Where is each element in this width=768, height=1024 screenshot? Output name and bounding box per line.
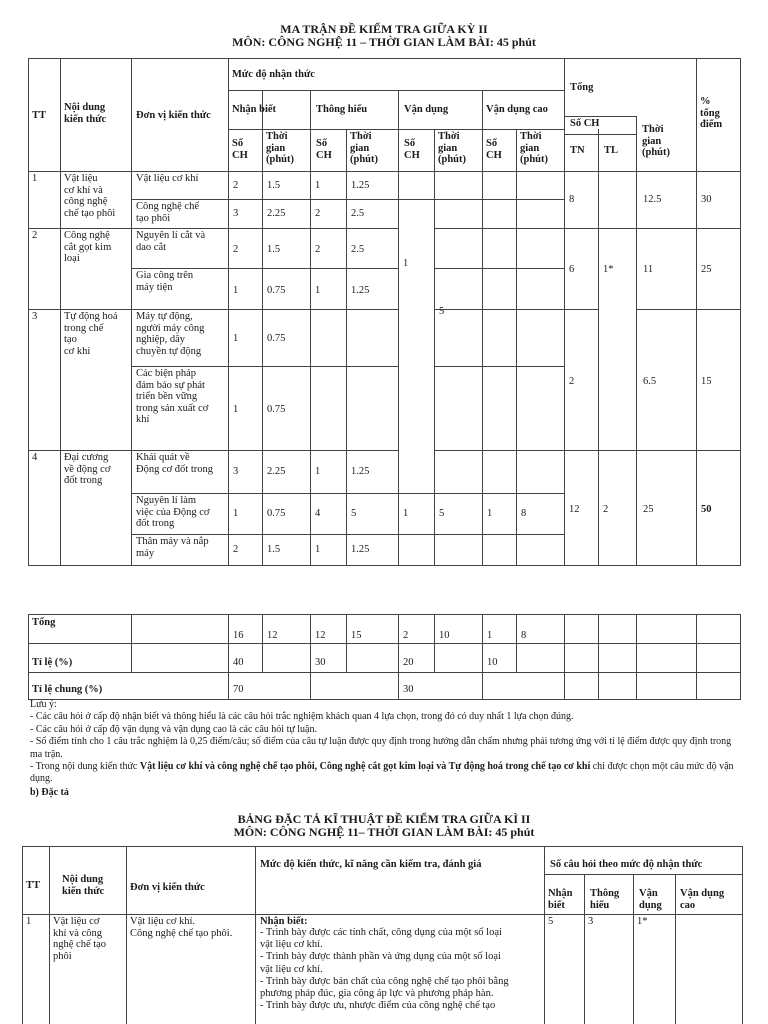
h-noidung: Nội dung kiến thức [64, 102, 107, 125]
row2-tl: 1* [603, 264, 614, 275]
row3b-nbt: 0.75 [267, 404, 286, 415]
row2a-nbt: 1.5 [267, 244, 281, 255]
row2a-tht: 2.5 [351, 244, 365, 255]
row4a-nb: 3 [233, 466, 239, 477]
row2-vd: 1 [403, 258, 409, 269]
h-thoigian: Thời gian (phút) [438, 131, 467, 165]
row2b-tht: 1.25 [351, 285, 370, 296]
note-3: - Số điểm tính cho 1 câu trắc nghiệm là 0,25 điểm/câu; số điểm của câu tự luận được quy định trong hướng dẫn chấm nhưng phải tương ứng với tỉ lệ điểm được quy định trong ma trận. [30, 736, 732, 760]
h-tl: TL [604, 145, 619, 156]
row3-tt: 3 [32, 311, 38, 322]
summary-tong-tht: 15 [351, 630, 362, 641]
h-soch: Số CH [404, 138, 420, 161]
row3-noidung: Tự động hoá trong chế tạo cơ khí [64, 311, 118, 357]
h-soch: Số CH [316, 138, 332, 161]
row3-vdt: 5 [439, 306, 445, 317]
row4a-tht: 1.25 [351, 466, 370, 477]
note-1: - Các câu hỏi ở cấp độ nhận biết và thông hiểu là các câu hỏi trắc nghiệm khách quan 4 lựa chọn, trong đó có duy nhất 1 lựa chọn đúng. [30, 711, 574, 723]
spec-row1-tt: 1 [26, 916, 32, 927]
row4b-tht: 5 [351, 508, 357, 519]
row3a-donvi: Máy tự động, người máy công nghiệp, dây chuyền tự động [136, 311, 205, 357]
h-thoigian: Thời gian (phút) [266, 131, 295, 165]
spec-row1-nb: 5 [548, 916, 554, 927]
row1a-th: 1 [315, 180, 321, 191]
summary-tile-vdc: 10 [487, 657, 498, 668]
spec-h-th: Thông hiểu [590, 888, 620, 911]
spec-h-nb: Nhận biết [548, 888, 573, 911]
h-thoigian: Thời gian (phút) [520, 131, 549, 165]
summary-tong-label: Tổng [32, 617, 56, 628]
row3b-nb: 1 [233, 404, 239, 415]
row4b-nbt: 0.75 [267, 508, 286, 519]
notes [30, 699, 745, 799]
h-tong: Tổng [570, 82, 594, 93]
note-4-bold: Vật liệu cơ khí và công nghệ chế tạo phôi, Công nghệ cắt gọt kim loại và Tự động hoá trong chế tạo cơ khí [139, 761, 591, 773]
spec-row1-vd: 1* [637, 916, 648, 927]
row3a-nb: 1 [233, 333, 239, 344]
row4-pct: 50 [701, 504, 712, 515]
spec-row1-noidung: Vật liệu cơ khí và công nghệ chế tạo phôi [53, 916, 107, 962]
row3-pct: 15 [701, 376, 712, 387]
h-tong-soch: Số CH [570, 118, 600, 129]
row4-tn: 12 [569, 504, 580, 515]
row2-tt: 2 [32, 230, 38, 241]
row2a-th: 2 [315, 244, 321, 255]
summary-tile-vd: 20 [403, 657, 414, 668]
note-4 [30, 761, 745, 786]
notes-heading: Lưu ý: [30, 699, 57, 710]
row1b-tht: 2.5 [351, 208, 365, 219]
summary-tile-nb: 40 [233, 657, 244, 668]
row4c-tht: 1.25 [351, 544, 370, 555]
summary-tong-vdt: 10 [439, 630, 450, 641]
summary-tlc-label: Tỉ lệ chung (%) [32, 684, 103, 695]
row4b-vdc: 1 [487, 508, 493, 519]
row1b-nb: 3 [233, 208, 239, 219]
summary-tong-nb: 16 [233, 630, 244, 641]
section-b-heading: b) Đặc tả [30, 786, 69, 798]
row4-tg: 25 [643, 504, 654, 515]
row4c-nb: 2 [233, 544, 239, 555]
row2b-nb: 1 [233, 285, 239, 296]
row1-pct: 30 [701, 194, 712, 205]
row4-tt: 4 [32, 452, 38, 463]
matrix-title: MA TRẬN ĐỀ KIỂM TRA GIỮA KỲ II [280, 22, 488, 36]
row1a-tht: 1.25 [351, 180, 370, 191]
spec-h-noidung: Nội dung kiến thức [62, 874, 105, 897]
row1-tg: 12.5 [643, 194, 662, 205]
h-tn: TN [570, 145, 585, 156]
spec-h-mucdo: Mức độ kiến thức, kĩ năng cần kiểm tra, đánh giá [260, 859, 482, 870]
note-4-end: chỉ được chọn một câu mức độ vận dụng. [30, 761, 734, 785]
h-soch: Số CH [232, 138, 248, 161]
note-2: - Các câu hỏi ở cấp độ vận dụng và vận dụng cao là các câu hỏi tự luận. [30, 723, 317, 735]
row4a-donvi: Khái quát về Động cơ đốt trong [136, 452, 214, 475]
spec-row1-th: 3 [588, 916, 594, 927]
summary-table [28, 614, 741, 700]
summary-tile-label: Tỉ lệ (%) [32, 657, 73, 668]
row4b-donvi: Nguyên lí làm việc của Động cơ đốt trong [136, 495, 210, 529]
spec-row1-nb-heading: Nhận biết: [260, 916, 308, 927]
row4c-donvi: Thân máy và nắp máy [136, 536, 209, 559]
h-pct: % tổng điểm [700, 96, 723, 130]
row4-tl: 2 [603, 504, 609, 515]
h-tong-thoigian: Thời gian (phút) [642, 124, 671, 158]
spec-row1-nb-text: - Trình bày được các tính chất, công dụng của một số loại vật liệu cơ khí. - Trình bày được thành phần và ứng dụng của một số loại vật liệu cơ khí. - Trình bày được bản chất của công nghệ chế tạo phôi bằng phương pháp đúc, gia công áp lực và phương pháp hàn. - Trình bày được ưu, nhược điểm của công nghệ chế tạo [260, 927, 509, 1012]
spec-h-socau: Số câu hỏi theo mức độ nhận thức [550, 859, 703, 870]
h-soch: Số CH [486, 138, 502, 161]
summary-tlc-1: 70 [233, 684, 244, 695]
spec-subtitle: MÔN: CÔNG NGHỆ 11– THỜI GIAN LÀM BÀI: 45 phút [233, 825, 535, 839]
row1b-th: 2 [315, 208, 321, 219]
spec-table [22, 846, 743, 1024]
summary-tile-th: 30 [315, 657, 326, 668]
row2-pct: 25 [701, 264, 712, 275]
row3-tg: 6.5 [643, 376, 657, 387]
h-vandung: Vận dụng [404, 104, 449, 115]
row1a-nb: 2 [233, 180, 239, 191]
row3-tn: 2 [569, 376, 575, 387]
row2b-nbt: 0.75 [267, 285, 286, 296]
summary-tong-nbt: 12 [267, 630, 278, 641]
row1-noidung: Vật liệu cơ khí và công nghệ chế tạo phôi [64, 173, 116, 219]
h-nhanbiet: Nhận biết [232, 104, 277, 115]
note-4-start: - Trong nội dung kiến thức [30, 761, 140, 773]
spec-title: BẢNG ĐẶC TẢ KĨ THUẬT ĐỀ KIỂM TRA GIỮA KÌ II [237, 812, 531, 826]
row3b-donvi: Các biện pháp đảm bảo sự phát triển bền vững trong sản xuất cơ khí [136, 368, 209, 425]
row1a-donvi: Vật liệu cơ khí [136, 173, 199, 184]
row4b-vdct: 8 [521, 508, 527, 519]
row2-tg: 11 [643, 264, 654, 275]
spec-h-tt: TT [26, 880, 41, 891]
summary-tlc-2: 30 [403, 684, 414, 695]
row4b-vd: 1 [403, 508, 409, 519]
matrix-table [28, 58, 741, 566]
h-thonghieu: Thông hiểu [316, 104, 368, 115]
row1b-donvi: Công nghệ chế tạo phôi [136, 201, 199, 224]
row4b-nb: 1 [233, 508, 239, 519]
row4c-nbt: 1.5 [267, 544, 281, 555]
spec-h-donvi: Đơn vị kiến thức [130, 882, 205, 893]
row2b-th: 1 [315, 285, 321, 296]
h-mucdo: Mức độ nhận thức [232, 69, 315, 80]
row1b-nbt: 2.25 [267, 208, 286, 219]
summary-tong-vdct: 8 [521, 630, 527, 641]
row2a-donvi: Nguyên lí cắt và dao cắt [136, 230, 206, 253]
summary-tong-th: 12 [315, 630, 326, 641]
spec-row1-donvi: Vật liệu cơ khí. Công nghệ chế tạo phôi. [130, 916, 233, 939]
row2-tn: 6 [569, 264, 575, 275]
row2a-nb: 2 [233, 244, 239, 255]
row4b-th: 4 [315, 508, 321, 519]
summary-tong-vd: 2 [403, 630, 409, 641]
spec-h-vdc: Vận dụng cao [680, 888, 725, 911]
h-thoigian: Thời gian (phút) [350, 131, 379, 165]
row4c-th: 1 [315, 544, 321, 555]
row4-noidung: Đại cương về động cơ đốt trong [64, 452, 111, 486]
row2b-donvi: Gia công trên máy tiện [136, 270, 194, 293]
row1a-nbt: 1.5 [267, 180, 281, 191]
row4a-th: 1 [315, 466, 321, 477]
summary-tong-vdc: 1 [487, 630, 493, 641]
matrix-subtitle: MÔN: CÔNG NGHỆ 11 – THỜI GIAN LÀM BÀI: 45 phút [232, 35, 536, 49]
row4b-vdt: 5 [439, 508, 445, 519]
spec-h-vd: Vận dụng [639, 888, 662, 911]
row3a-nbt: 0.75 [267, 333, 286, 344]
row1-tn: 8 [569, 194, 575, 205]
row1-tt: 1 [32, 173, 38, 184]
h-vandungcao: Vận dụng cao [486, 104, 548, 115]
row4a-nbt: 2.25 [267, 466, 286, 477]
h-donvi: Đơn vị kiến thức [136, 110, 211, 121]
row2-noidung: Công nghệ cắt gọt kim loại [64, 230, 112, 264]
h-tt: TT [32, 110, 47, 121]
